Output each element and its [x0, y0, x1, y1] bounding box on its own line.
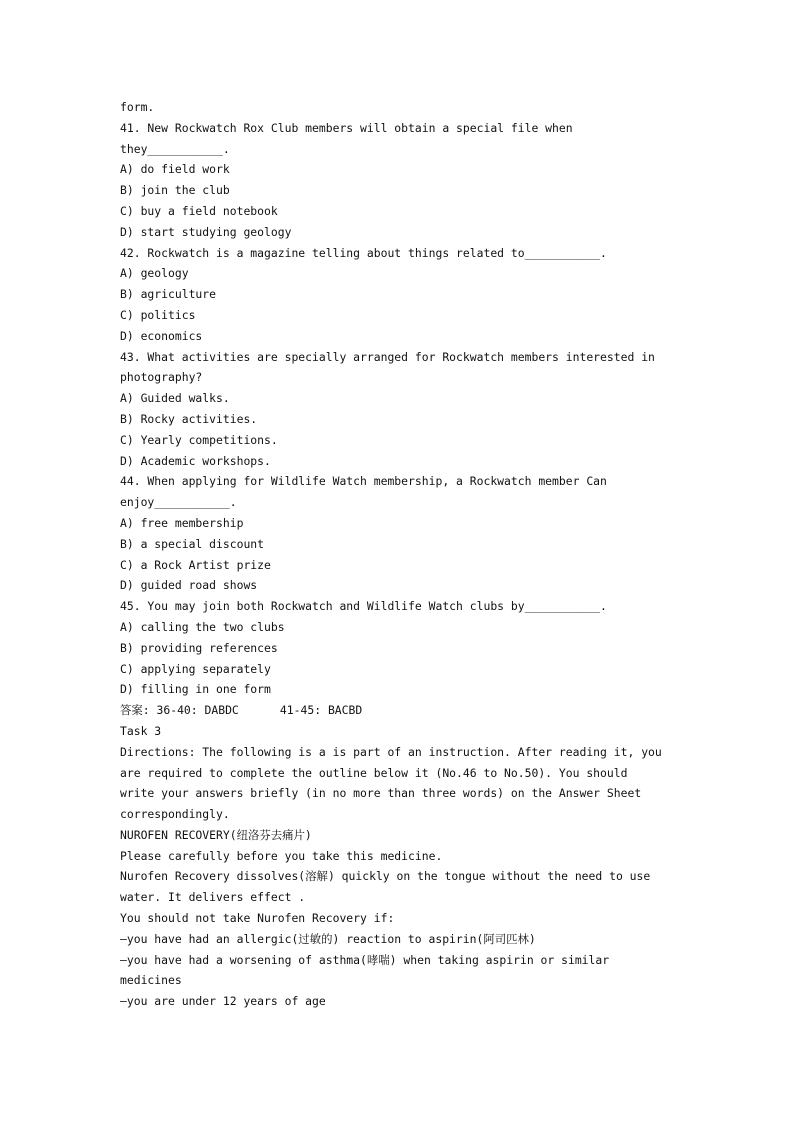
option-a: A) calling the two clubs: [120, 619, 285, 634]
passage-list-item: —you have had a worsening of asthma(哮喘) when taking aspirin or similar: [120, 952, 610, 967]
passage-list-item: —you are under 12 years of age: [120, 994, 326, 1009]
question-41-stem-cont: they___________.: [120, 141, 230, 156]
question-45-stem: 45. You may join both Rockwatch and Wildlife Watch clubs by___________.: [120, 599, 607, 614]
passage-text: Nurofen Recovery dissolves(溶解) quickly on the tongue without the need to use: [120, 869, 651, 884]
passage-text: You should not take Nurofen Recovery if:: [120, 911, 395, 926]
option-d: D) Academic workshops.: [120, 453, 271, 468]
option-d: D) start studying geology: [120, 224, 292, 239]
question-43-stem-cont: photography?: [120, 370, 203, 385]
option-d: D) guided road shows: [120, 578, 258, 593]
directions-text: write your answers briefly (in no more than three words) on the Answer Sheet: [120, 786, 642, 801]
option-b: B) join the club: [120, 183, 230, 198]
option-d: D) economics: [120, 328, 203, 343]
passage-title: NUROFEN RECOVERY(纽洛芬去痛片): [120, 827, 312, 842]
option-c: C) a Rock Artist prize: [120, 557, 271, 572]
question-42-stem: 42. Rockwatch is a magazine telling about things related to___________.: [120, 245, 607, 260]
option-c: C) buy a field notebook: [120, 203, 278, 218]
option-b: B) providing references: [120, 640, 278, 655]
option-a: A) Guided walks.: [120, 391, 230, 406]
question-43-stem: 43. What activities are specially arranged for Rockwatch members interested in: [120, 349, 655, 364]
option-a: A) free membership: [120, 515, 244, 530]
document-page: [120, 97, 680, 1012]
option-c: C) politics: [120, 307, 196, 322]
passage-list-item: —you have had an allergic(过敏的) reaction to aspirin(阿司匹林): [120, 931, 536, 946]
option-b: B) a special discount: [120, 536, 265, 551]
option-a: A) do field work: [120, 162, 230, 177]
passage-text: Please carefully before you take this medicine.: [120, 848, 443, 863]
option-c: C) applying separately: [120, 661, 271, 676]
question-41-stem: 41. New Rockwatch Rox Club members will obtain a special file when: [120, 120, 573, 135]
option-b: B) agriculture: [120, 287, 217, 302]
text-line: form.: [120, 100, 155, 114]
directions-text: correspondingly.: [120, 807, 230, 822]
task-heading: Task 3: [120, 723, 162, 738]
passage-list-item-cont: medicines: [120, 973, 182, 988]
question-44-stem: 44. When applying for Wildlife Watch membership, a Rockwatch member Can: [120, 474, 607, 489]
answer-key: 答案: 36-40: DABDC 41-45: BACBD: [120, 703, 363, 718]
option-c: C) Yearly competitions.: [120, 432, 278, 447]
passage-text: water. It delivers effect .: [120, 890, 306, 905]
option-b: B) Rocky activities.: [120, 411, 258, 426]
option-a: A) geology: [120, 266, 189, 281]
question-44-stem-cont: enjoy___________.: [120, 495, 237, 510]
directions-text: Directions: The following is a is part of an instruction. After reading it, you: [120, 744, 662, 759]
directions-text: are required to complete the outline below it (No.46 to No.50). You should: [120, 765, 628, 780]
option-d: D) filling in one form: [120, 682, 271, 697]
